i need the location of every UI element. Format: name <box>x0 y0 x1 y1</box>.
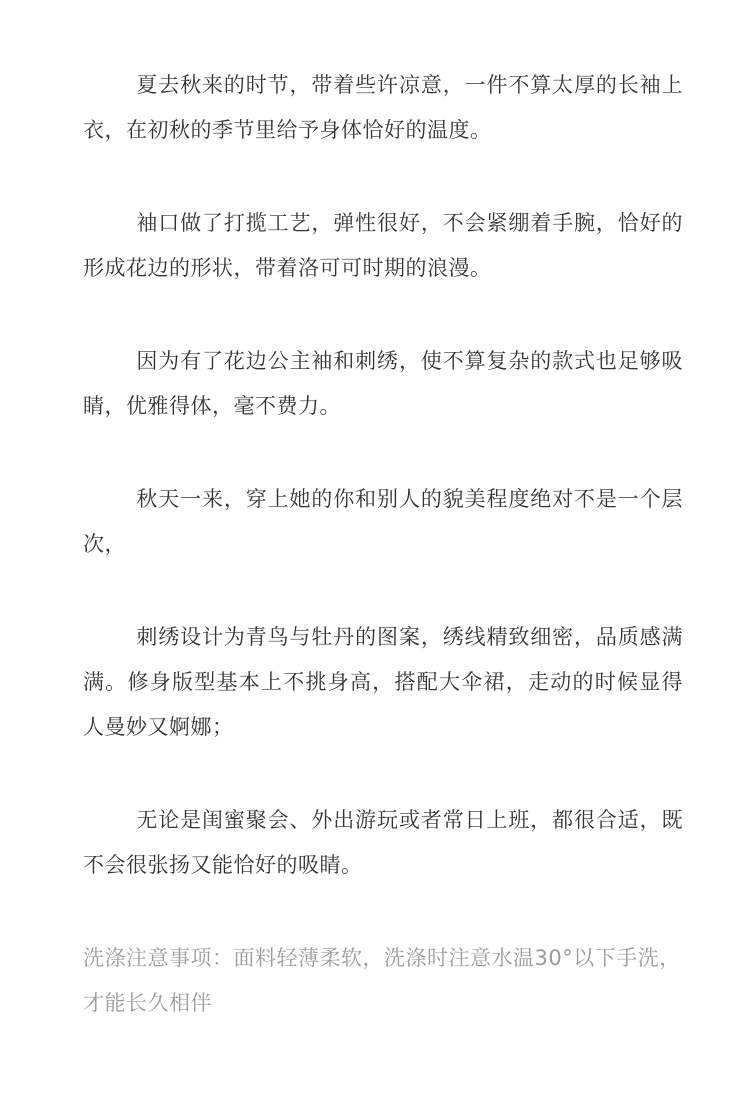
paragraph-autumn-intro <box>83 63 683 153</box>
care-note: 洗涤注意事项：面料轻薄柔软，洗涤时注意水温30°以下手洗，才能长久相伴 <box>83 946 681 1015</box>
paragraph-text: 因为有了花边公主袖和刺绣，使不算复杂的款式也足够吸睛，优雅得体，毫不费力。 <box>83 349 683 418</box>
paragraph-text: 袖口做了打揽工艺，弹性很好，不会紧绷着手腕，恰好的形成花边的形状，带着洛可可时期的浪漫。 <box>83 211 683 280</box>
paragraph-autumn-beauty <box>83 477 683 567</box>
article-body <box>83 63 683 1026</box>
paragraph-text: 秋天一来，穿上她的你和别人的貌美程度绝对不是一个层次， <box>83 487 683 556</box>
paragraph-text: 夏去秋来的时节，带着些许凉意，一件不算太厚的长袖上衣，在初秋的季节里给予身体恰好的温度。 <box>83 73 683 142</box>
paragraph-embroidery-design <box>83 615 683 750</box>
paragraph-text: 刺绣设计为青鸟与牡丹的图案，绣线精致细密，品质感满满。修身版型基本上不挑身高，搭配大伞裙，走动的时候显得人曼妙又婀娜； <box>83 625 683 739</box>
paragraph-text: 无论是闺蜜聚会、外出游玩或者常日上班，都很合适，既不会很张扬又能恰好的吸睛。 <box>83 808 683 877</box>
paragraph-cuff-detail <box>83 201 683 291</box>
paragraph-occasions <box>83 798 683 888</box>
paragraph-princess-sleeve <box>83 339 683 429</box>
